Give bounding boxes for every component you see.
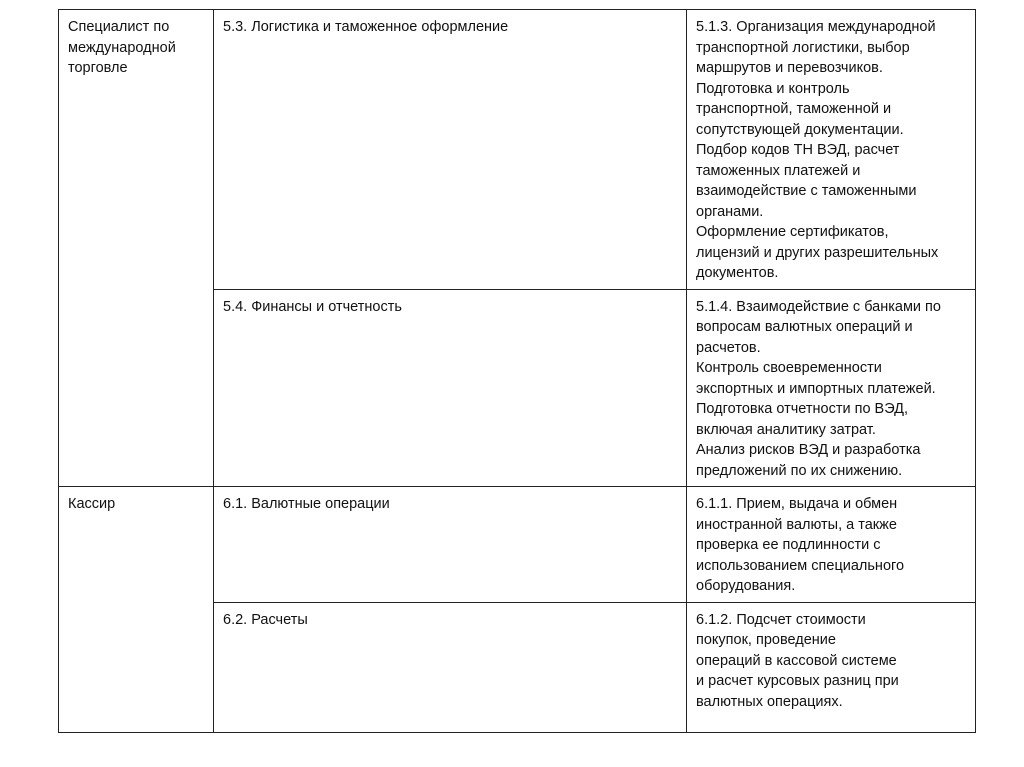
table-row: [59, 487, 976, 603]
description-cell: [687, 10, 976, 290]
description-line: включая аналитику затрат.: [696, 421, 876, 438]
description-line: лицензий и других разрешительных: [696, 244, 939, 261]
qualification-table: [58, 9, 976, 733]
section-cell: [214, 289, 687, 487]
description-line: и расчет курсовых разниц при: [696, 673, 899, 689]
section-title: 6.2. Расчеты: [223, 611, 308, 628]
section-cell: [214, 602, 687, 732]
description-line: расчетов.: [696, 339, 761, 356]
table-row: [59, 10, 976, 290]
description-line: сопутствующей документации.: [696, 121, 904, 138]
section-cell: [214, 487, 687, 603]
role-text-line: международной: [68, 39, 176, 56]
description-line: Подготовка отчетности по ВЭД,: [696, 401, 909, 417]
description-line: транспортной логистики, выбор: [696, 39, 910, 56]
description-line: валютных операциях.: [696, 693, 843, 710]
description-line-first: [696, 610, 966, 631]
description-line: Подбор кодов ТН ВЭД, расчет: [696, 142, 900, 158]
description-cell: [687, 602, 976, 732]
description-line: 5.1.4. Взаимодействие с банками по: [696, 298, 941, 315]
description-line: таможенных платежей и: [696, 162, 861, 179]
description-line: Подсчет стоимости: [736, 611, 866, 628]
description-line: Контроль своевременности: [696, 360, 882, 376]
description-line: покупок, проведение: [696, 632, 836, 648]
section-title: 5.3. Логистика и таможенное оформление: [223, 19, 509, 35]
description-cell: [687, 487, 976, 603]
section-title: 6.1. Валютные операции: [223, 496, 390, 512]
role-text-line: торговле: [68, 60, 128, 76]
description-line: маршрутов и перевозчиков.: [696, 60, 883, 76]
description-line: транспортной, таможенной и: [696, 101, 892, 117]
description-line: вопросам валютных операций и: [696, 319, 913, 335]
description-line: 6.1.1. Прием, выдача и обмен: [696, 496, 898, 512]
description-line: операций в кассовой системе: [696, 652, 897, 669]
section-title: 5.4. Финансы и отчетность: [223, 298, 402, 315]
description-line: Анализ рисков ВЭД и разработка: [696, 442, 921, 458]
description-line: проверка ее подлинности с: [696, 537, 881, 553]
description-line: документов.: [696, 265, 779, 281]
description-line: использованием специального: [696, 557, 905, 574]
role-text-line: Специалист по: [68, 19, 170, 35]
section-cell: [214, 10, 687, 290]
description-line: Оформление сертификатов,: [696, 224, 889, 240]
description-line: 5.1.3. Организация международной: [696, 19, 936, 35]
description-line: оборудования.: [696, 578, 796, 594]
description-line: предложений по их снижению.: [696, 462, 903, 479]
description-line: экспортных и импортных платежей.: [696, 380, 936, 397]
description-line: взаимодействие с таможенными: [696, 183, 917, 199]
description-line: Подготовка и контроль: [696, 80, 850, 97]
role-cell-cashier: [59, 487, 214, 733]
description-line: органами.: [696, 203, 764, 220]
description-code: 6.1.2.: [696, 611, 733, 628]
role-text-line: Кассир: [68, 496, 116, 512]
description-line: иностранной валюты, а также: [696, 516, 897, 533]
role-cell-trade-specialist: [59, 10, 214, 487]
description-cell: [687, 289, 976, 487]
